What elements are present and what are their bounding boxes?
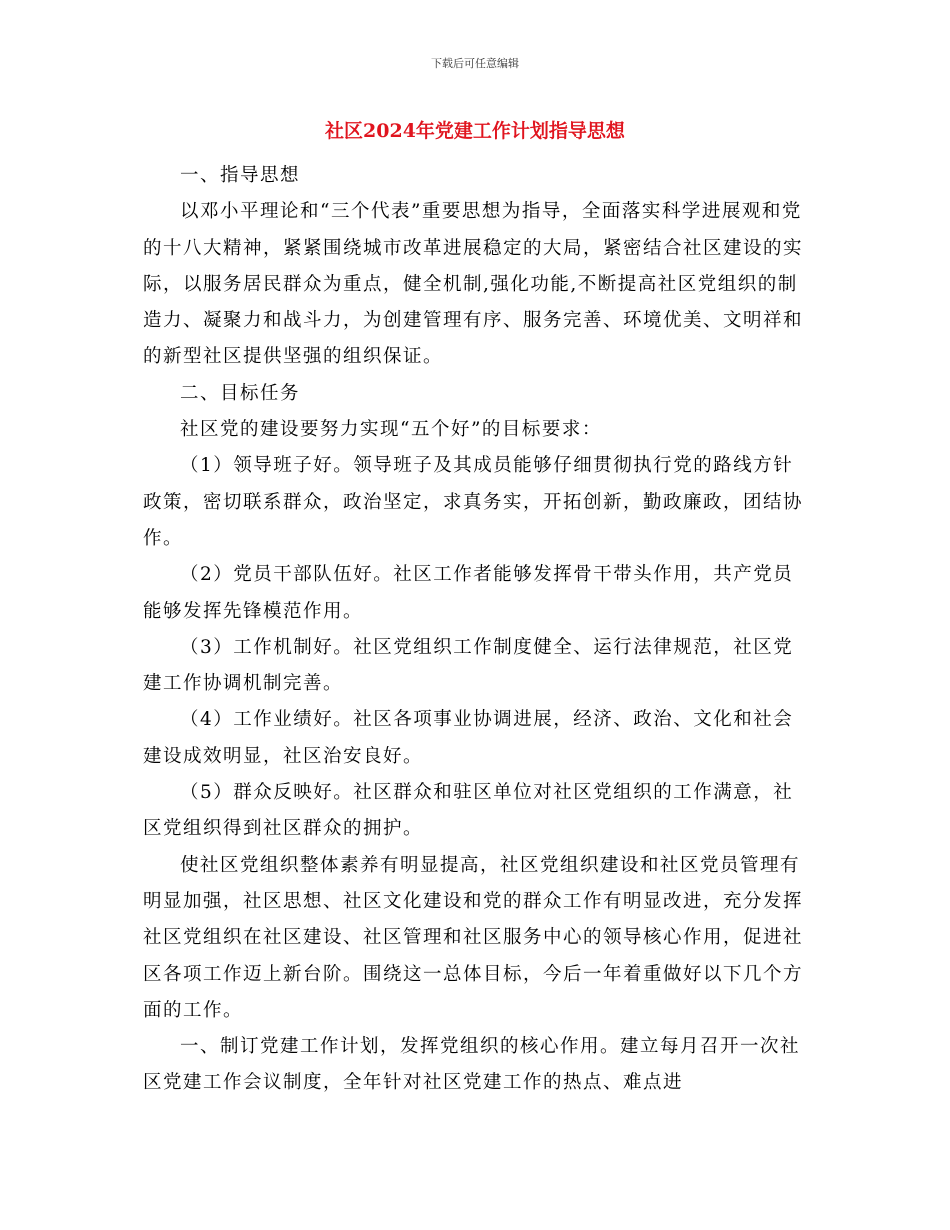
paragraph-overall-goal: 使社区党组织整体素养有明显提高，社区党组织建设和社区党员管理有明显加强，社区思想、社区文化建设和党的群众工作有明显改进，充分发挥社区党组织在社区建设、社区管理和社区服务中心的领导核心作用，促进社区各项工作迈上新台阶。围绕这一总体目标，今后一年着重做好以下几个方面的工作。 [143,854,804,1021]
document-title: 社区2024年党建工作计划指导思想 [325,120,625,142]
section-heading-goals: 二、目标任务 [180,382,301,404]
paragraph-work-item-1: 一、制订党建工作计划，发挥党组织的核心作用。建立每月召开一次社区党建工作会议制度，全年针对社区党建工作的热点、难点进 [143,1036,801,1094]
document-body [143,158,808,1102]
paragraph-goals-intro: 社区党的建设要努力实现“五个好”的目标要求： [180,419,602,441]
paragraph-goal-2: （2）党员干部队伍好。社区工作者能够发挥骨干带头作用，共产党员能够发挥先锋模范作用。 [143,564,794,622]
header-note: 下载后可任意编辑 [431,57,519,70]
section-heading-guiding-ideology: 一、指导思想 [180,165,301,186]
paragraph-goal-1: （1）领导班子好。领导班子及其成员能够仔细贯彻执行党的路线方针政策，密切联系群众，政治坚定，求真务实，开拓创新，勤政廉政，团结协作。 [143,455,804,549]
paragraph-goal-3: （3）工作机制好。社区党组织工作制度健全、运行法律规范，社区党建工作协调机制完善。 [143,636,794,695]
paragraph-goal-5: （5）群众反映好。社区群众和驻区单位对社区党组织的工作满意，社区党组织得到社区群众的拥护。 [143,782,794,840]
paragraph-guiding-ideology: 以邓小平理论和“三个代表”重要思想为指导，全面落实科学进展观和党的十八大精神，紧紧围绕城市改革进展稳定的大局，紧密结合社区建设的实际，以服务居民群众为重点，健全机制,强化功能,不断提高社区党组织的制造力、凝聚力和战斗力，为创建管理有序、服务完善、环境优美、文明祥和的新型社区提供坚强的组织保证。 [143,201,804,368]
paragraph-goal-4: （4）工作业绩好。社区各项事业协调进展，经济、政治、文化和社会建设成效明显，社区治安良好。 [143,709,794,767]
